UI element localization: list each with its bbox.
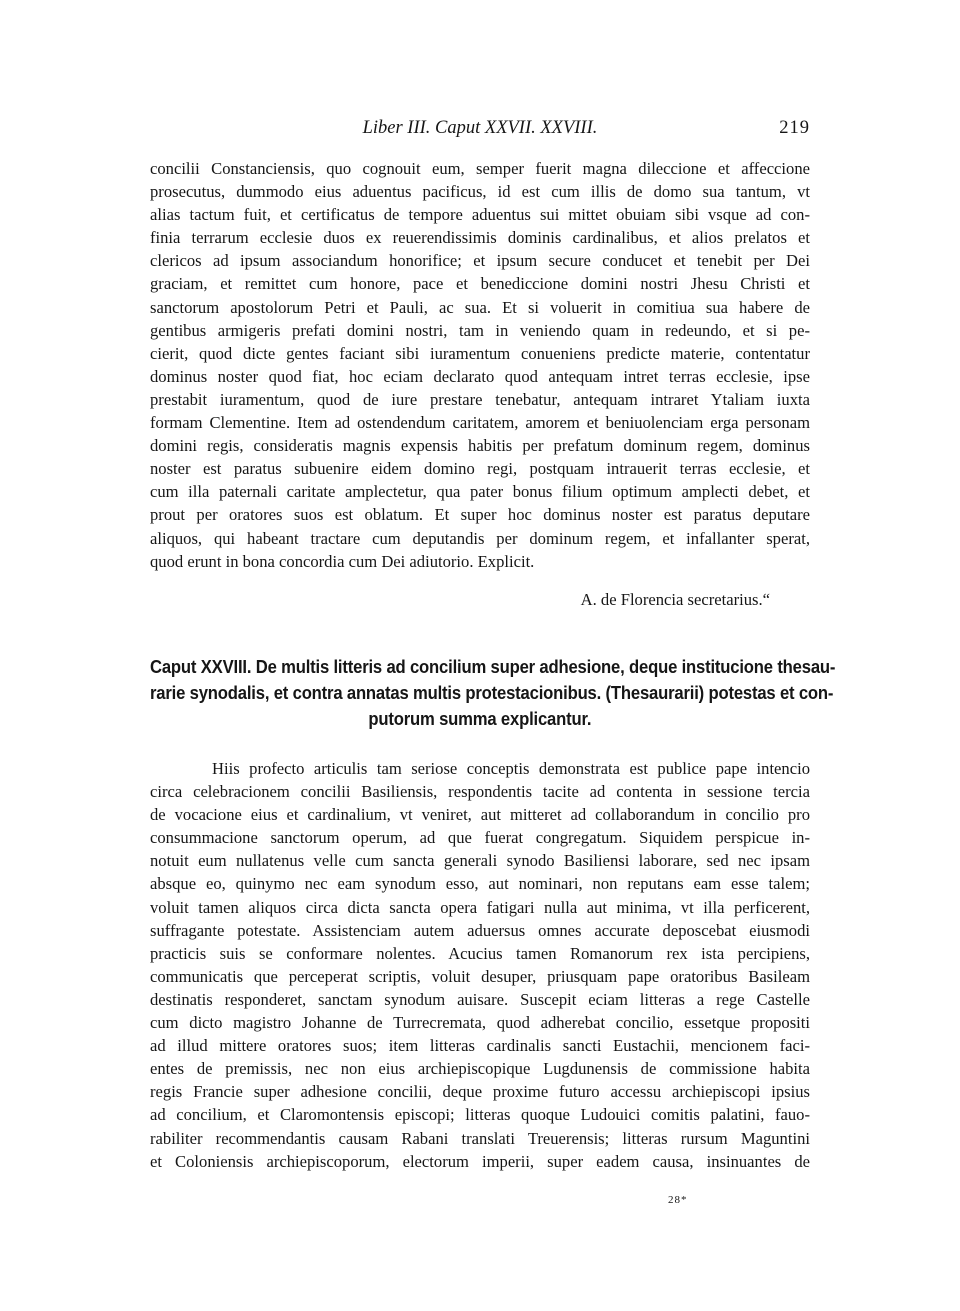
text-line: cum illa paternali caritate amplectetur, qua pater bonus filium optimum amplecti debet, et [150, 482, 810, 502]
text-line: finia terrarum ecclesie duos ex reuerendissimis dominis cardinalibus, et alios prelatos et [150, 228, 810, 248]
text-line: destinatis responderet, sanctam synodum auisare. Suscepit eciam litteras a rege Castelle [150, 989, 810, 1009]
page-number: 219 [779, 118, 810, 138]
text-line: voluit tamen aliquos circa dicta sancta opera fatigari nulla aut minima, vt illa perficerent, [150, 897, 810, 917]
text-line: aliquos, qui habeant tractare cum deputandis per dominum regem, et infallanter sperat, [150, 528, 810, 548]
text-line: practicis suis se conformare nolentes. Acucius tamen Romanorum rex ista percipiens, [150, 943, 810, 963]
text-line: communicatis que perceperat scriptis, voluit desuper, priusquam pape oratoribus Basileam [150, 966, 810, 986]
text-line: cierit, quod dicte gentes faciant sibi iuramentum conueniens predicte materie, contentatur [150, 343, 810, 363]
text-line: prout per oratores suos est oblatum. Et super hoc dominus noster est paratus deputare [150, 505, 810, 525]
heading-line: Caput XXVIII. De multis litteris ad concilium super adhesione, deque institucione thesau- [150, 656, 836, 677]
text-line: concilii Constanciensis, quo cognouit eum, semper fuerit magna dileccione et affeccione [150, 159, 810, 178]
text-line: sanctorum apostolorum Petri et Pauli, ac sua. Et si voluerit in comitiua sua habere de [150, 297, 810, 317]
text-line: circa celebracionem concilii Basiliensis, respondentis tacite ad contenta in sessione tercia [150, 782, 810, 802]
text-line: dominus noster quod fiat, hoc eciam declarato quod antequam intret terras ecclesie, ipse [150, 366, 810, 386]
text-line: suffragante potestate. Assistenciam autem aduersus omnes accurate deposcebat eiusmodi [150, 920, 810, 940]
text-line: graciam, et remittet cum honore, pace et benediccione domini nostri Jhesu Christi et [150, 274, 810, 294]
printer-signature-mark: 28* [668, 1194, 688, 1206]
text-line: ad concilium, et Claromontensis episcopi; litteras quoque Ludouici comitis palatini, fauo- [150, 1105, 810, 1125]
text-line: absque eo, quinymo nec eam synodum esso, aut nominari, non reputans eam esse talem; [150, 874, 810, 894]
text-line: quod erunt in bona concordia cum Dei adiutorio. Explicit. [150, 551, 535, 571]
running-header [150, 114, 810, 142]
running-title: Liber III. Caput XXVII. XXVIII. [362, 118, 598, 138]
text-line: cum dicto magistro Johanne de Turrecremata, quod adherebat concilio, essetque propositi [150, 1013, 810, 1033]
text-line: domini regis, consideratis magnis expensis habitis per prefatum dominum regem, dominus [150, 436, 810, 456]
heading-line: putorum summa explicantur. [368, 708, 592, 729]
text-line: consummacione sanctorum operum, ad que fuerat congregatum. Siquidem perspicue in- [150, 828, 810, 848]
text-line: gentibus armigeris prefati domini nostri, tam in veniendo quam in redeundo, et si pe- [150, 320, 810, 340]
text-line: notuit eum nullatenus velle cum sancta generali synodo Basiliensi laborare, sed nec ipsam [150, 851, 810, 871]
body-paragraph [150, 757, 810, 1173]
text-line: formam Clementine. Item ad ostendendum caritatem, amorem et beniuolenciam erga personam [150, 413, 810, 433]
chapter-heading [150, 654, 836, 732]
text-line: noster est paratus subuenire eidem domino regi, postquam intrauerit terras ecclesie, et [150, 459, 810, 479]
text-line: rabiliter recommendantis causam Rabani translati Treuerensis; litteras rursum Maguntini [150, 1128, 810, 1148]
text-line: de vocacione eius et cardinalium, vt veniret, aut mitteret ad collaborandum in concilio pro [150, 805, 810, 825]
secretary-signature: A. de Florencia secretarius.“ [580, 590, 770, 609]
continuation-paragraph [150, 157, 810, 573]
text-line: et Coloniensis archiepiscoporum, electorum imperii, super eadem causa, insinuantes de [150, 1151, 810, 1171]
text-line: ad illud mittere oratores suos; item litteras cardinalis sancti Eustachii, mencionem faci- [150, 1036, 810, 1056]
text-line: entes de premissis, nec non eius archiepiscopique Lugdunensis de commissione habita [150, 1059, 810, 1079]
text-line: clericos ad ipsum associandum honorifice; et ipsum secure conducet et tenebit per Dei [150, 251, 810, 271]
heading-line: rarie synodalis, et contra annatas multis protestacionibus. (Thesaurarii) potestas et con- [150, 682, 834, 703]
text-line: alias tactum fuit, et certificatus de tempore aduentus sui mittet obuiam sibi vsque ad con- [150, 205, 810, 225]
text-line: prosecutus, dummodo eius aduentus pacificus, id est cum illis de domo sua tantum, vt [150, 182, 810, 202]
text-line: prestabit iuramentum, quod de iure prestare tenebatur, antequam intraret Ytaliam iuxta [150, 389, 810, 409]
text-line: regis Francie super adhesione concilii, deque proxime futuro accessu archiepiscopi ipsius [150, 1082, 810, 1102]
text-line: Hiis profecto articulis tam seriose conceptis demonstrata est publice pape intencio [212, 759, 810, 778]
